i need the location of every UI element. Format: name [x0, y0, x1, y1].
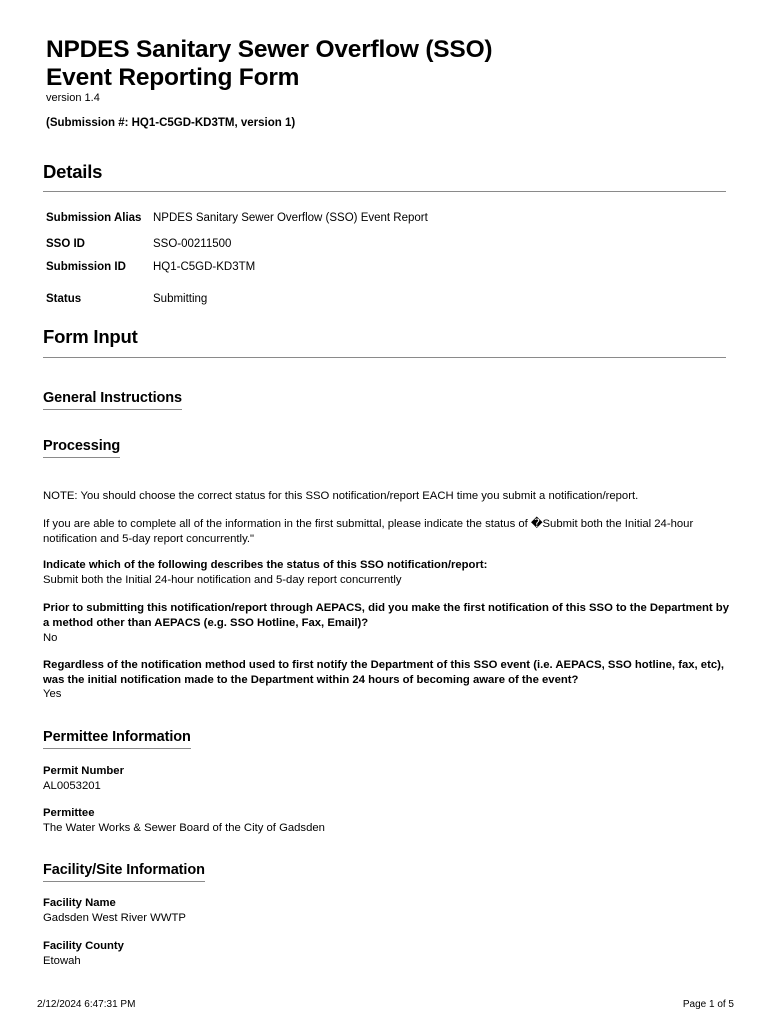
details-divider: [43, 191, 726, 192]
details-heading: Details: [43, 161, 103, 182]
form-input-heading: Form Input: [43, 326, 138, 347]
facility-name-label: Facility Name: [43, 897, 116, 909]
status-label: Status: [46, 293, 82, 305]
permittee-label: Permittee: [43, 807, 95, 819]
submission-alias-label: Submission Alias: [46, 212, 142, 224]
timely-notification-question: Regardless of the notification method used to first notify the Department of this SSO event (i.e. AEPACS, SSO hotline, fax, etc), was the initial notification made to the Department within 24 hours of becoming aware of the event?: [43, 659, 725, 686]
submission-id-label: Submission ID: [46, 261, 126, 273]
status-answer: Submit both the Initial 24-hour notification and 5-day report concurrently: [43, 574, 402, 586]
page-title: [46, 36, 492, 92]
facility-county-label: Facility County: [43, 940, 124, 952]
permit-number-label: Permit Number: [43, 765, 124, 777]
status-value: Submitting: [153, 293, 208, 305]
facility-heading: Facility/Site Information: [43, 862, 205, 882]
submission-id-value: HQ1-C5GD-KD3TM: [153, 261, 256, 273]
sso-id-value: SSO-00211500: [153, 238, 232, 250]
facility-name-value: Gadsden West River WWTP: [43, 912, 186, 924]
sso-id-label: SSO ID: [46, 238, 85, 250]
form-input-divider: [43, 357, 726, 358]
status-question: Indicate which of the following describes the status of this SSO notification/report:: [43, 559, 488, 571]
processing-note: NOTE: You should choose the correct status for this SSO notification/report EACH time you submit a notification/report.: [43, 490, 639, 502]
submission-alias-value: NPDES Sanitary Sewer Overflow (SSO) Event Report: [153, 212, 428, 224]
footer-timestamp: 2/12/2024 6:47:31 PM: [37, 999, 136, 1010]
submission-number: (Submission #: HQ1-C5GD-KD3TM, version 1): [46, 117, 296, 129]
processing-heading: Processing: [43, 438, 120, 458]
facility-county-value: Etowah: [43, 955, 81, 967]
first-notification-answer: No: [43, 632, 58, 644]
first-notification-question: Prior to submitting this notification/report through AEPACS, did you make the first notification of this SSO to the Department by a method other than AEPACS (e.g. SSO Hotline, Fax, Email)?: [43, 602, 729, 629]
form-version: version 1.4: [46, 92, 100, 104]
permit-number-value: AL0053201: [43, 780, 101, 792]
processing-instruction: If you are able to complete all of the information in the first submittal, please indicate the status of �Submit both the Initial 24-hour notification and 5-day report concurrently.": [43, 518, 694, 545]
title-line-2: Event Reporting Form: [46, 64, 300, 91]
footer-page-number: Page 1 of 5: [682, 999, 734, 1010]
permittee-heading: Permittee Information: [43, 729, 191, 749]
timely-notification-answer: Yes: [43, 688, 62, 700]
title-line-1: NPDES Sanitary Sewer Overflow (SSO): [46, 36, 493, 63]
general-instructions-heading: General Instructions: [43, 390, 182, 410]
permittee-value: The Water Works & Sewer Board of the City of Gadsden: [43, 822, 325, 834]
